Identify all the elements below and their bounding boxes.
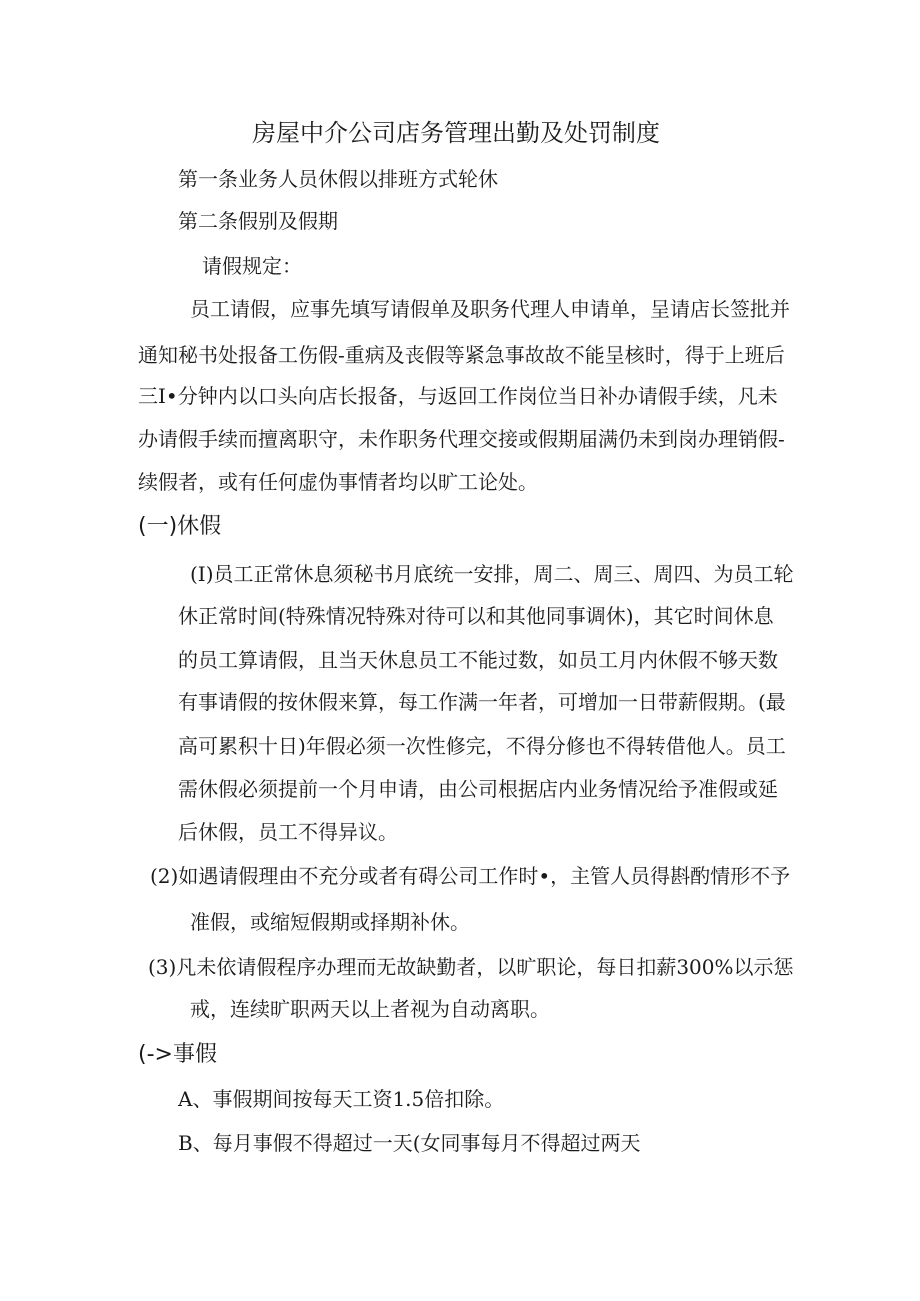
vacation-item-1-line: 高可累积十日)年假必须一次性修完，不得分修也不得转借他人。员工 <box>178 734 786 758</box>
leave-rules-line: 员工请假，应事先填写请假单及职务代理人申请单，呈请店长签批并 <box>190 297 790 321</box>
leave-rules-line: 通知秘书处报备工伤假-重病及丧假等紧急事故故不能呈核时，得于上班后 <box>138 343 785 367</box>
vacation-item-3-line: 戒，连续旷职两天以上者视为自动离职。 <box>190 997 550 1021</box>
vacation-item-1-line: 休正常时间(特殊情况特殊对待可以和其他同事调休)，其它时间休息 <box>178 604 774 628</box>
leave-rules-line: 续假者，或有任何虚伪事情者均以旷工论处。 <box>138 470 538 494</box>
vacation-item-1-line: 的员工算请假，且当天休息员工不能过数，如员工月内休假不够天数 <box>178 648 778 672</box>
section-heading-personal-leave: (->事假 <box>138 1042 217 1067</box>
leave-rules-line: 办请假手续而擅离职守，未作职务代理交接或假期届满仍未到岗办理销假- <box>138 427 785 451</box>
leave-rules-label: 请假规定： <box>202 254 302 278</box>
personal-leave-item-b: B、每月事假不得超过一天(女同事每月不得超过两天 <box>178 1131 641 1155</box>
vacation-item-2-line: (2)如遇请假理由不充分或者有碍公司工作时•，主管人员得斟酌情形不予 <box>150 864 791 888</box>
section-heading-vacation: (一)休假 <box>138 514 222 539</box>
article-2: 第二条假别及假期 <box>178 209 338 233</box>
vacation-item-1-line: 有事请假的按休假来算，每工作满一年者，可增加一日带薪假期。(最 <box>178 690 786 714</box>
article-1: 第一条业务人员休假以排班方式轮休 <box>178 167 498 191</box>
vacation-item-1-line: 需休假必须提前一个月申请，由公司根据店内业务情况给予准假或延 <box>178 777 778 801</box>
personal-leave-item-a: A、事假期间按每天工资1.5倍扣除。 <box>178 1087 505 1111</box>
vacation-item-1-line: (I)员工正常休息须秘书月底统一安排，周二、周三、周四、为员工轮 <box>190 562 794 586</box>
leave-rules-line: 三I•分钟内以口头向店长报备，与返回工作岗位当日补办请假手续，凡未 <box>138 384 778 408</box>
vacation-item-2-line: 准假，或缩短假期或择期补休。 <box>190 910 470 934</box>
document-title: 房屋中介公司店务管理出勤及处罚制度 <box>252 119 660 147</box>
vacation-item-3-line: (3)凡未依请假程序办理而无故缺勤者，以旷职论，每日扣薪300%以示惩 <box>148 955 794 979</box>
vacation-item-1-line: 后休假，员工不得异议。 <box>178 820 398 844</box>
